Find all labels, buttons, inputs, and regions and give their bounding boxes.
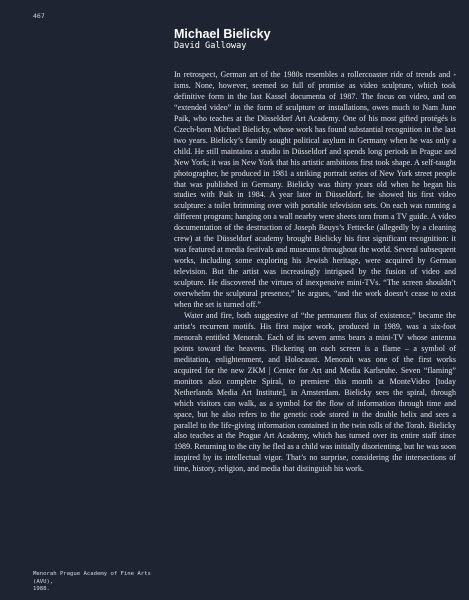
article-author: David Galloway [174,41,247,51]
caption-line-1: Menorah Prague Academy of Fine Arts (AVU), [33,571,151,585]
caption-line-2: 1988. [33,586,50,592]
body-paragraph-1: In retrospect, German art of the 1980s resembles a rollercoaster ride of trends and -isms. None, however, seemed so full of promise as video sculpture, which took definitive form in the last Kassel documenta of 1987. The focus on video, and on “extended video” in the form of sculpture or installations, owes much to Nam June Paik, who teaches at the Düsseldorf Art Academy. One of his most gifted protégés is Czech-born Michael Bielicky, whose work has found substantial recognition in the last two years. Bielicky’s family sought political asylum in Germany when he was only a child. He still maintains a studio in Düsseldorf and spends long periods in Prague and New York; it was in New York that his artistic ambitions first took shape. A self-taught photographer, he produced in 1981 a striking portrait series of New York street people that was published in Germany. Bielicky was thirty years old when he began his studies with Paik in 1984. A year later in Düsseldorf, he showed his first video sculpture: a toilet brimming over with portable television sets. On each was running a different program; hanging on a wall nearby were sheets torn from a TV guide. A video documentation of the destruction of Joseph Beuys’s Fettecke (allegedly by a cleaning crew) at the Düsseldorf academy brought Bielicky his first significant recognition: it was featured at media festivals and museums throughout the world. Several subsequent works, including some exploring his Jewish heritage, were acquired by German television. But the artist was increasingly intrigued by the fusion of video and sculpture. He discovered the virtues of inexpensive mini-TVs. “The screen shouldn’t overwhelm the sculptural presence,” he argues, “and the work doesn’t cease to exist when the set is turned off.” [174,70,456,310]
image-caption [33,571,173,594]
article-body [174,70,456,475]
page-number: 467 [33,12,45,20]
body-paragraph-2: Water and fire, both suggestive of “the permanent flux of existence,” became the artist’s recurrent motifs. His first major work, produced in 1989, was a six-foot menorah entitled Menorah. Each of its seven arms bears a mini-TV whose antenna points toward the heavens. Flickering on each screen is a flame – a symbol of meditation, enlightenment, and Holocaust. Menorah was one of the first works acquired for the new ZKM | Center for Art and Media Karlsruhe. Seven “flaming” monitors also complete Spiral, to premiere this month at MonteVideo [today Netherlands Media Art Institute], in Amsterdam. Bielicky sees the spiral, through which visitors can walk, as a symbol for the flow of information through time and space, but he also refers to the genetic code stored in the double helix and sees a parallel to the life-giving information contained in the twin rolls of the Torah. Bielicky also teaches at the Prague Art Academy, which has turned over its entire staff since 1989. Returning to the city he fled as a child was initially disorienting, but he was soon inspired by its intellectual vigor. That’s no surprise, considering the intersections of time, history, religion, and media that distinguish his work. [174,310,456,474]
article-header [174,28,454,52]
article-title: Michael Bielicky [174,27,271,41]
